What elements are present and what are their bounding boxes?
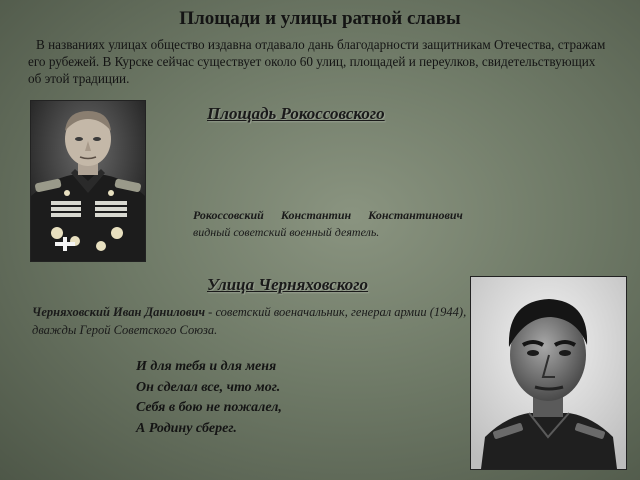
intro-paragraph: В названиях улицах общество издавна отдавало дань благодарности защитникам Отечества, стражам его рубежей. В Курске сейчас существует около 60 улиц, площадей и переулков, свидетельствующих об этой традиции. (28, 37, 606, 86)
rokossovsky-heading: Площадь Рокоссовского (207, 104, 385, 123)
rokossovsky-caption (193, 207, 463, 241)
rokossovsky-portrait (30, 100, 146, 262)
poem-line: И для тебя и для меня (136, 359, 277, 374)
chernyakhovsky-heading: Улица Черняховского (207, 275, 369, 294)
rokossovsky-name: Рокоссовский Константин Константинович (193, 208, 463, 222)
chernyakhovsky-caption (32, 303, 472, 339)
poem-line: Он сделал все, что мог. (136, 379, 281, 395)
slide-title: Площади и улицы ратной славы (179, 8, 461, 29)
chernyakhovsky-description: - советский военачальник, генерал армии (1944), дважды Герой Советского Союза. (32, 305, 467, 337)
chernyakhovsky-portrait (470, 276, 627, 470)
poem (136, 357, 436, 439)
rokossovsky-description: видный советский военный деятель. (193, 225, 380, 239)
chernyakhovsky-name: Черняховский Иван Данилович (32, 305, 206, 319)
poem-line: Себя в бою не пожалел, (136, 400, 282, 415)
poem-line: А Родину сберег. (136, 420, 237, 436)
